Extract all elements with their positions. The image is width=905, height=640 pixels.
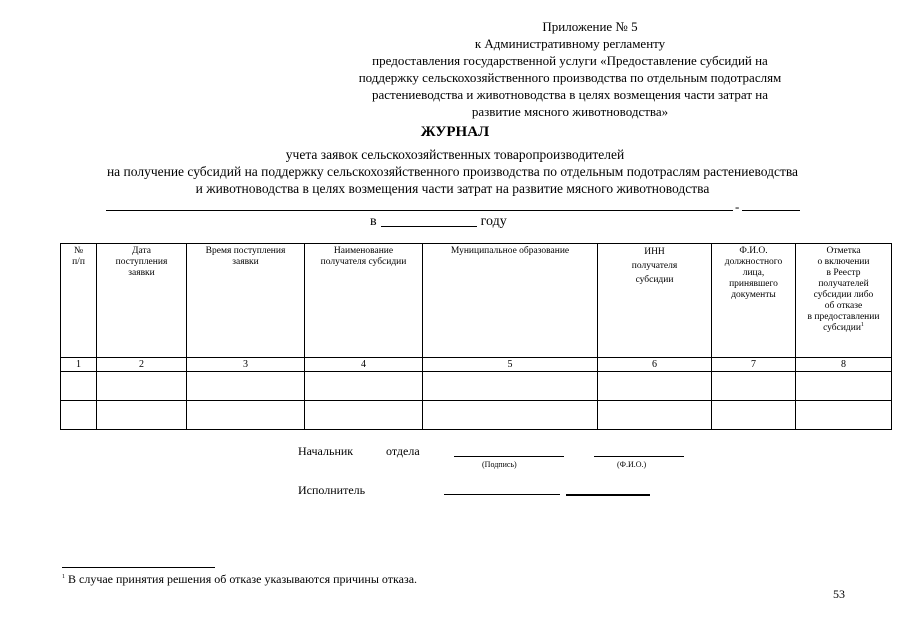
appendix-line-6: развитие мясного животноводства»	[471, 104, 669, 119]
chief-label: Начальник	[298, 444, 354, 458]
column-number: 7	[712, 358, 796, 372]
header-footnote-mark: 1	[860, 321, 864, 328]
table-cell[interactable]	[712, 372, 796, 401]
table-cell[interactable]	[598, 372, 712, 401]
table-row	[61, 401, 892, 430]
executor-label: Исполнитель	[298, 483, 366, 497]
header-time: Время поступления заявки	[187, 244, 305, 358]
header-recipient-name: Наименование получателя субсидии	[305, 244, 423, 358]
table-cell[interactable]	[423, 372, 598, 401]
appendix-header	[300, 18, 840, 120]
header-municipality: Муниципальное образование	[423, 244, 598, 358]
column-number-row	[61, 358, 892, 372]
subtitle-line-3: и животноводства в целях возмещения части затрат на развитие мясного животноводства	[195, 181, 710, 196]
header-official-fio: Ф.И.О. должностного лица, принявшего документы	[712, 244, 796, 358]
footnote	[62, 572, 417, 587]
journal-title: ЖУРНАЛ	[420, 124, 490, 140]
executor-signature-line[interactable]	[444, 493, 560, 495]
journal-table	[60, 243, 892, 430]
table-cell[interactable]	[305, 401, 423, 430]
chief-fio-line[interactable]	[594, 455, 684, 457]
department-label: отдела	[386, 444, 420, 458]
table-row	[61, 372, 892, 401]
column-number: 5	[423, 358, 598, 372]
subtitle-line-1: учета заявок сельскохозяйственных товаропроизводителей	[285, 147, 625, 162]
appendix-line-3: предоставления государственной услуги «Предоставление субсидий на	[372, 53, 768, 68]
chief-signature-line[interactable]	[454, 455, 564, 457]
table-cell[interactable]	[796, 372, 892, 401]
table-cell[interactable]	[423, 401, 598, 430]
table-cell[interactable]	[305, 372, 423, 401]
footnote-mark: 1	[62, 574, 65, 580]
executor-fio-line[interactable]	[566, 493, 650, 496]
table-cell[interactable]	[796, 401, 892, 430]
header-number: № п/п	[61, 244, 97, 358]
header-date: Дата поступления заявки	[97, 244, 187, 358]
header-inn: ИНН получателя субсидии	[598, 244, 712, 358]
year-suffix: году	[480, 214, 507, 229]
appendix-line-2: к Административному регламенту	[474, 36, 666, 51]
subtitle-line-2: на получение субсидий на поддержку сельскохозяйственного производства по отдельным подотраслям растениеводства	[106, 164, 799, 179]
column-number: 3	[187, 358, 305, 372]
blank-line-dash: -	[735, 199, 740, 214]
table-cell[interactable]	[97, 401, 187, 430]
year-prefix: в	[370, 214, 377, 229]
year-blank[interactable]	[381, 214, 477, 227]
table-cell[interactable]	[61, 401, 97, 430]
appendix-title: Приложение № 5	[542, 19, 638, 34]
appendix-line-5: растениеводства и животноводства в целях возмещения части затрат на	[371, 87, 768, 102]
table-cell[interactable]	[187, 372, 305, 401]
fio-caption: (Ф.И.О.)	[617, 460, 647, 469]
footnote-text: В случае принятия решения об отказе указываются причины отказа.	[65, 572, 418, 586]
header-registry-mark: Отметка о включении в Реестр получателей субсидии либо об отказе в предоставлении субсидии$^1$	[796, 244, 892, 358]
blank-line-region[interactable]	[106, 209, 733, 211]
table-cell[interactable]	[187, 401, 305, 430]
table-cell[interactable]	[598, 401, 712, 430]
table-header-row	[61, 244, 892, 358]
column-number: 2	[97, 358, 187, 372]
table-cell[interactable]	[712, 401, 796, 430]
column-number: 1	[61, 358, 97, 372]
blank-line-suffix[interactable]	[742, 209, 800, 211]
column-number: 6	[598, 358, 712, 372]
column-number: 8	[796, 358, 892, 372]
year-row	[370, 214, 507, 230]
appendix-line-4: поддержку сельскохозяйственного производства по отдельным подотраслям	[358, 70, 782, 85]
table-cell[interactable]	[61, 372, 97, 401]
signature-caption: (Подпись)	[482, 460, 517, 469]
footnote-rule	[62, 566, 215, 568]
table-cell[interactable]	[97, 372, 187, 401]
column-number: 4	[305, 358, 423, 372]
page-number: 53	[833, 587, 845, 601]
